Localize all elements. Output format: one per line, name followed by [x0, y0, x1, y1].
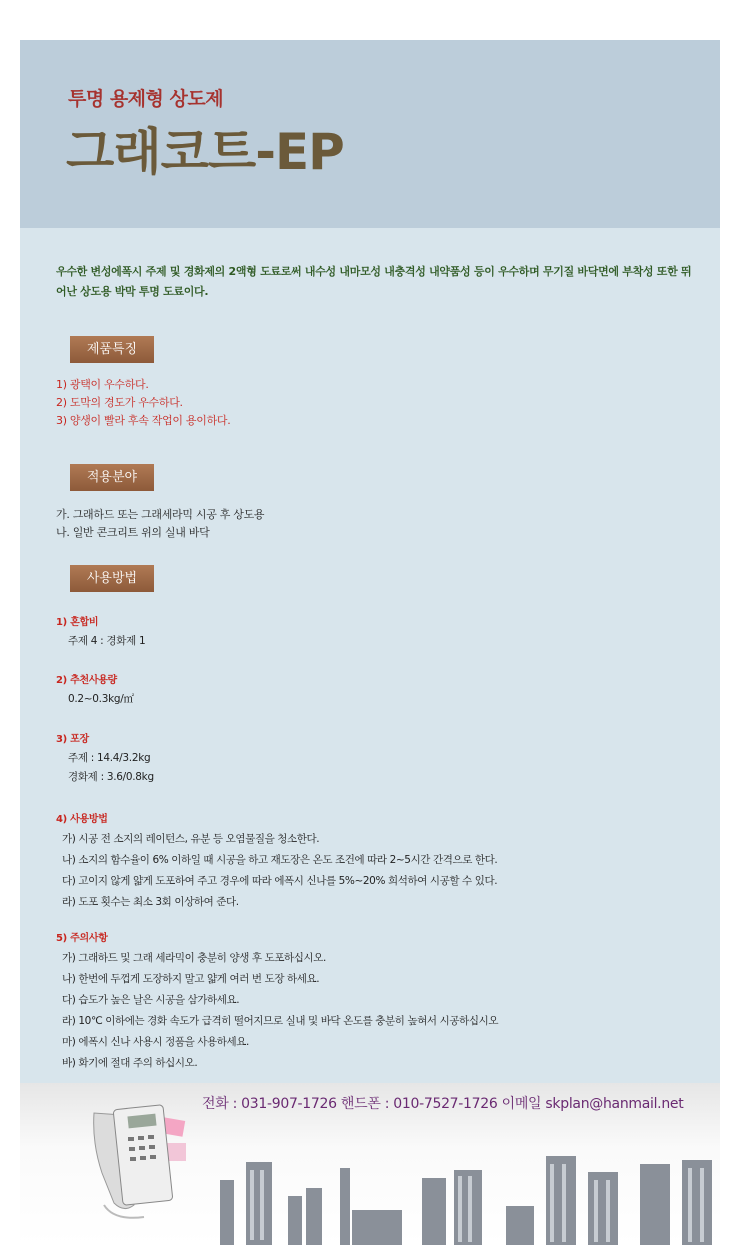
- usage-section-method: [56, 811, 497, 913]
- section-line: 나) 소지의 함수율이 6% 이하일 때 시공을 하고 재도장은 온도 조건에 따라 2~5시간 간격으로 한다.: [62, 854, 498, 866]
- contact-info: 전화 : 031-907-1726 핸드폰 : 010-7527-1726 이메일 skplan@hanmail.net: [202, 1096, 684, 1112]
- content-body: [20, 228, 720, 1083]
- list-item: 3) 양생이 빨라 후속 작업이 용이하다.: [56, 414, 231, 427]
- section-line: 다) 습도가 높은 날은 시공을 삼가하세요.: [62, 994, 240, 1006]
- section-line: 마) 에폭시 신나 사용시 정품을 사용하세요.: [62, 1036, 249, 1048]
- intro-text: 우수한 변성에폭시 주제 및 경화제의 2액형 도료로써 내수성 내마모성 내충격성 내약품성 등이 우수하며 무기질 바닥면에 부착성 또한 뛰어난 상도용 박막 투명 도료이다.: [56, 265, 692, 298]
- telephone-icon: [84, 1093, 194, 1223]
- section-line: 주제 4 : 경화제 1: [68, 635, 146, 647]
- product-sheet: [20, 40, 720, 1083]
- usage-section-packaging: [56, 731, 154, 787]
- applications-heading: 적용분야: [70, 464, 154, 491]
- section-line: 가) 그래하드 및 그래 세라믹이 충분히 양생 후 도포하십시오.: [62, 952, 326, 964]
- list-item: 2) 도막의 경도가 우수하다.: [56, 396, 183, 409]
- applications-list: [56, 506, 264, 542]
- header-banner: [20, 40, 720, 228]
- section-title: 1) 혼합비: [56, 617, 99, 628]
- usage-heading: 사용방법: [70, 565, 154, 592]
- section-line: 경화제 : 3.6/0.8kg: [68, 771, 154, 783]
- section-line: 다) 고이지 않게 얇게 도포하여 주고 경우에 따라 에폭시 신나를 5%~20% 희석하여 시공할 수 있다.: [62, 875, 498, 887]
- section-line: 바) 화기에 절대 주의 하십시오.: [62, 1057, 198, 1069]
- list-item: 가. 그래하드 또는 그래세라믹 시공 후 상도용: [56, 508, 265, 521]
- usage-section-coverage: [56, 672, 134, 709]
- list-item: 1) 광택이 우수하다.: [56, 378, 149, 391]
- section-line: 가) 시공 전 소지의 레이턴스, 유분 등 오염물질을 청소한다.: [62, 833, 320, 845]
- section-title: 4) 사용방법: [56, 814, 108, 825]
- section-title: 3) 포장: [56, 734, 89, 745]
- usage-section-mix-ratio: [56, 614, 145, 651]
- product-subtitle: 투명 용제형 상도제: [68, 88, 224, 110]
- features-list: [56, 376, 230, 430]
- section-title: 5) 주의사항: [56, 933, 108, 944]
- product-title: 그래코트-EP: [66, 123, 344, 181]
- features-heading: 제품특징: [70, 336, 154, 363]
- usage-section-cautions: [56, 930, 498, 1074]
- city-skyline-image: [210, 1140, 720, 1245]
- section-title: 2) 추천사용량: [56, 675, 117, 686]
- section-line: 라) 10℃ 이하에는 경화 속도가 급격히 떨어지므로 실내 및 바닥 온도를 충분히 높혀서 시공하십시오: [62, 1015, 499, 1027]
- section-line: 나) 한번에 두껍게 도장하지 말고 얇게 여러 번 도장 하세요.: [62, 973, 320, 985]
- section-line: 라) 도포 횟수는 최소 3회 이상하여 준다.: [62, 896, 239, 908]
- section-line: 0.2~0.3kg/㎡: [68, 693, 134, 705]
- section-line: 주제 : 14.4/3.2kg: [68, 752, 151, 764]
- contact-footer: [20, 1083, 720, 1245]
- list-item: 나. 일반 콘크리트 위의 실내 바닥: [56, 526, 210, 539]
